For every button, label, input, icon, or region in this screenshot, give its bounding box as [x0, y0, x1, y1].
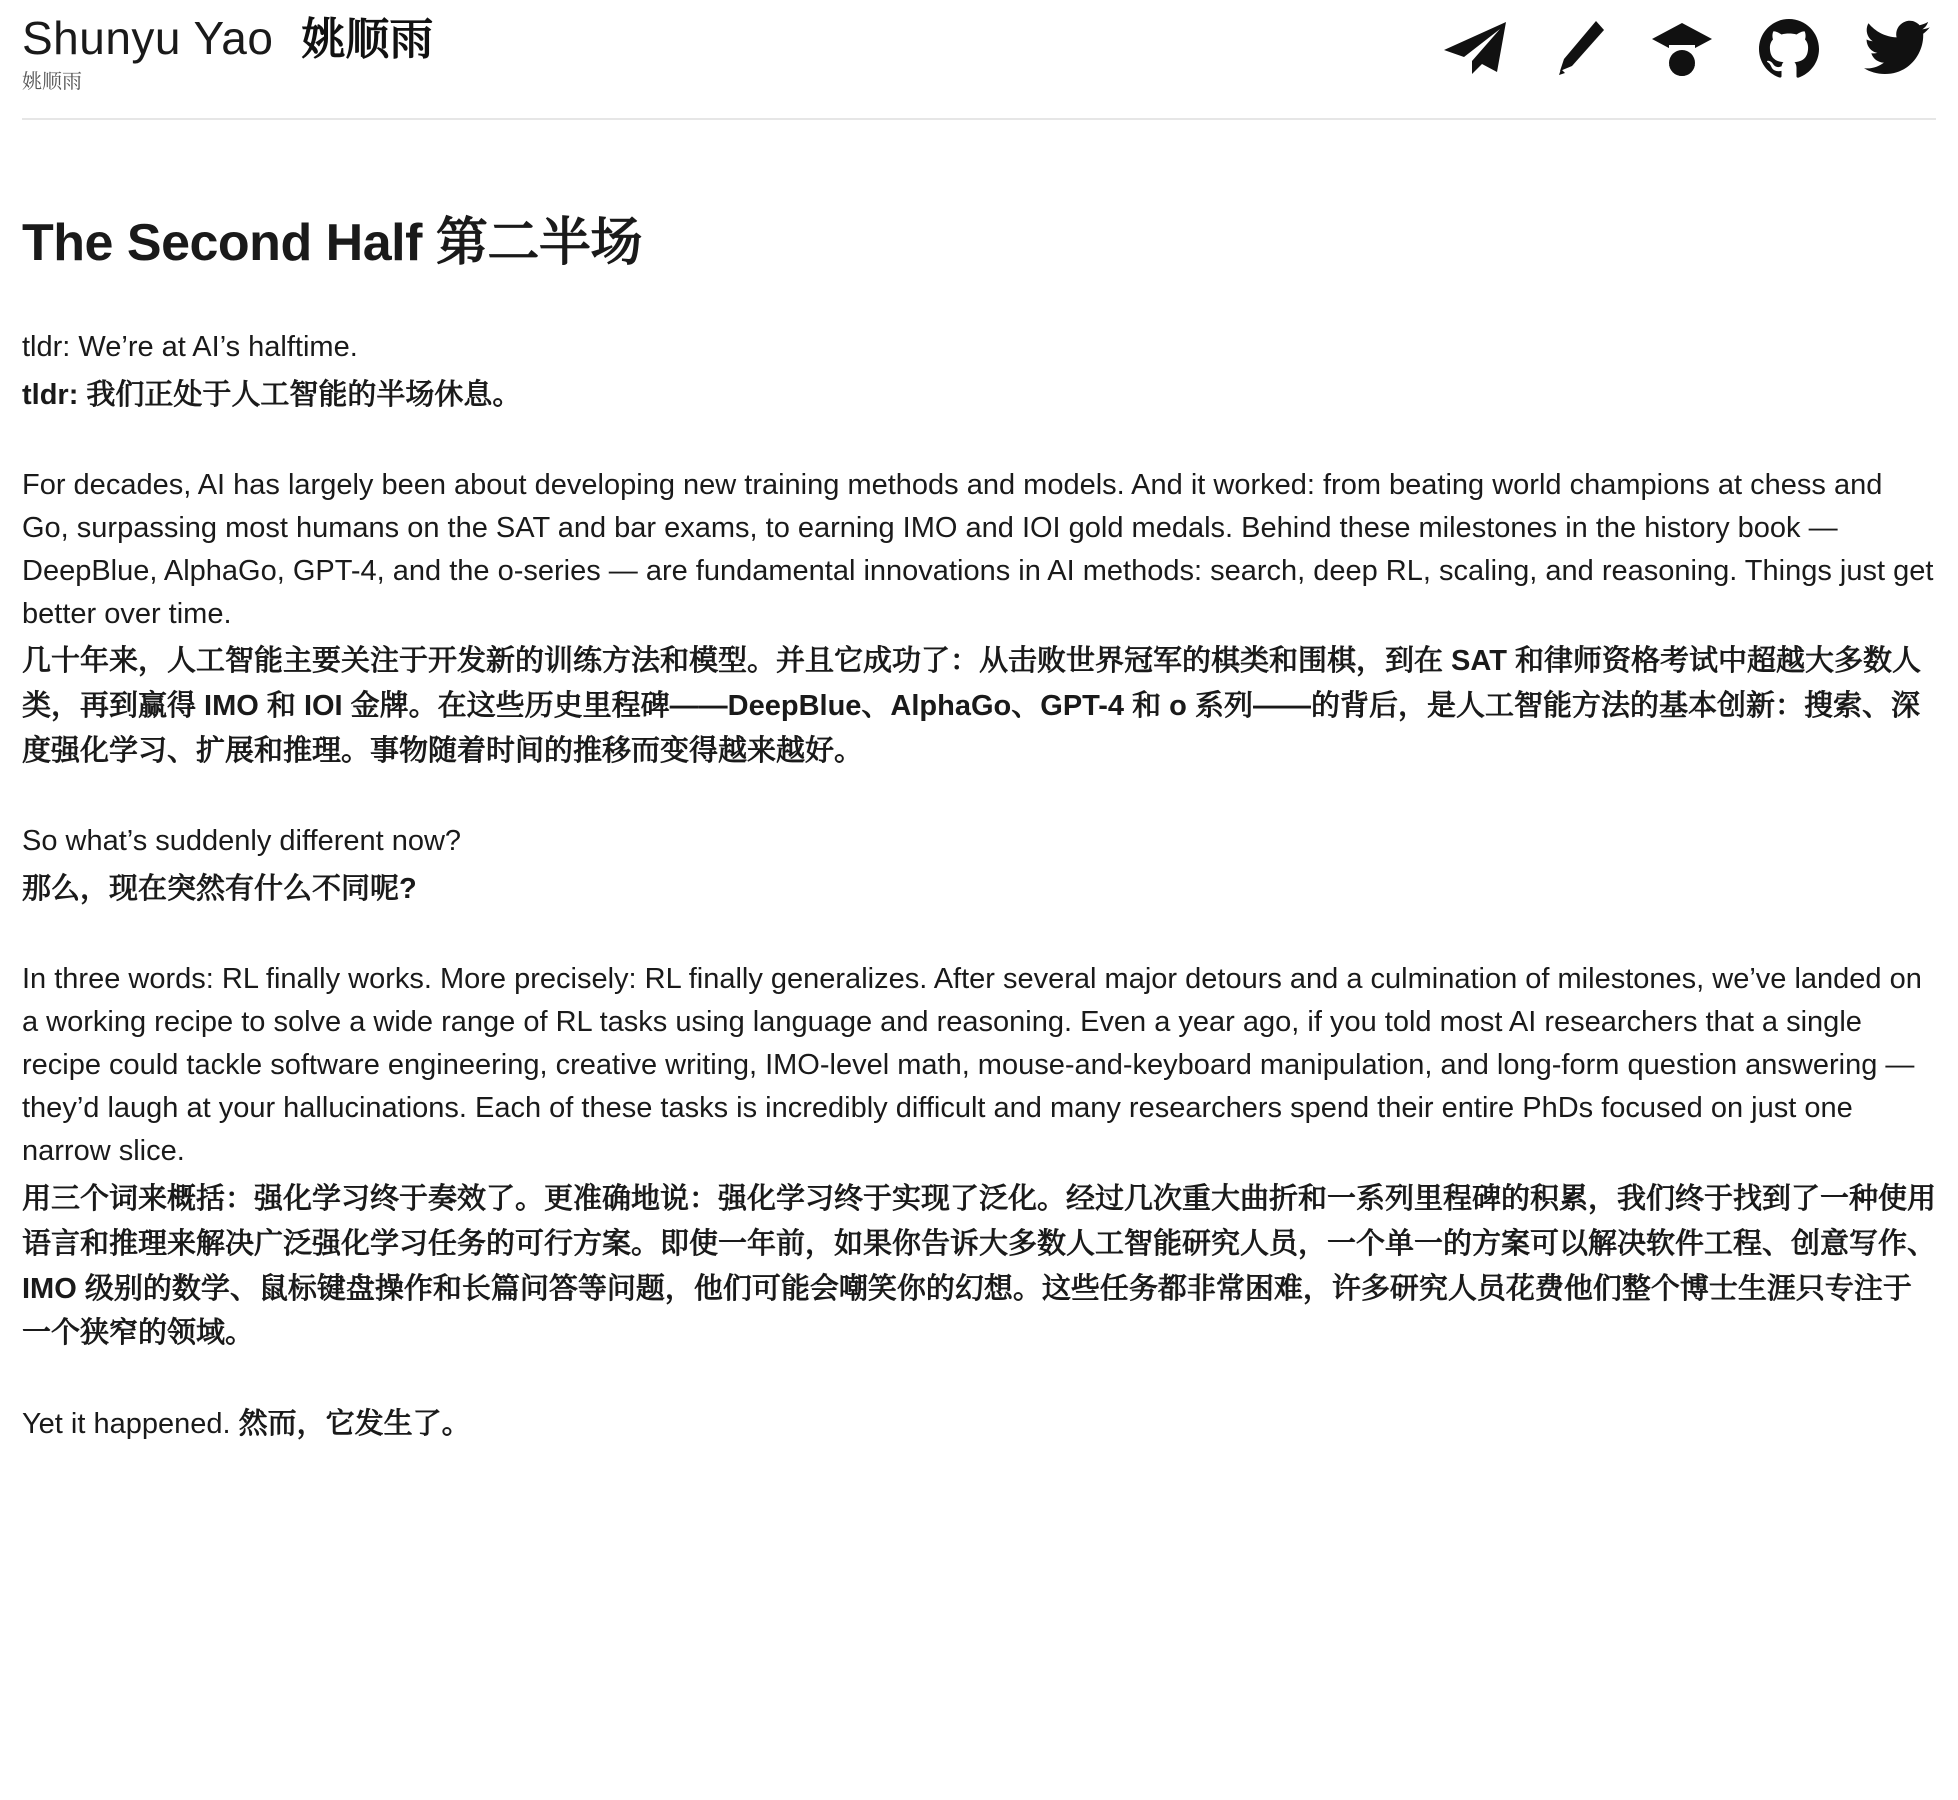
social-links — [1442, 12, 1936, 78]
paragraph-en: So what’s suddenly different now? — [22, 825, 462, 858]
brand-line — [22, 12, 433, 66]
pencil-icon[interactable] — [1552, 19, 1606, 77]
paragraph-en: In three words: RL finally works. More precisely: RL finally generalizes. After several major detours and a culmination of milestones, we’ve landed on a working recipe to solve a wide range of RL tasks using language and reasoning. Even a year ago, if you told most AI researchers that a single recipe could tackle software engineering, creative writing, IMO-level math, mouse-and-keyboard manipulation, and long-form question answering — they’d laugh at your hallucinations. Each of these tasks is incredibly difficult and many researchers spend their entire PhDs focused on just one narrow slice. — [22, 963, 1922, 1167]
post-title-en: The Second Half — [22, 213, 422, 272]
paragraph-block-question — [22, 820, 1936, 912]
site-header — [22, 0, 1936, 120]
brand-name-en: Shunyu Yao — [22, 12, 274, 64]
paragraph-block-tldr — [22, 326, 1936, 418]
paragraph-block-history — [22, 464, 1936, 774]
paragraph-zh: 然而，它发生了。 — [238, 1408, 471, 1441]
paragraph-zh: 几十年来，人工智能主要关注于开发新的训练方法和模型。并且它成功了：从击败世界冠军的棋类和围棋，到在 SAT 和律师资格考试中超越大多数人类，再到赢得 IMO 和 IOI 金牌。在这些历史里程碑——DeepBlue、AlphaGo、GPT-4 和 o 系列——的背后，是人工智能方法的基本创新：搜索、深度强化学习、扩展和推理。事物随着时间的推移而变得越来越好。 — [22, 645, 1921, 768]
brand[interactable] — [22, 12, 433, 96]
github-icon[interactable] — [1758, 18, 1820, 78]
post-title-zh: 第二半场 — [435, 213, 642, 272]
twitter-icon[interactable] — [1864, 20, 1930, 76]
paragraph-zh: 那么，现在突然有什么不同呢? — [22, 873, 417, 906]
page-title — [22, 212, 1936, 274]
paragraph-en: tldr: We’re at AI’s halftime. — [22, 330, 358, 363]
article — [22, 120, 1936, 1448]
paragraph-zh: 用三个词来概括：强化学习终于奏效了。更准确地说：强化学习终于实现了泛化。经过几次重大曲折和一系列里程碑的积累，我们终于找到了一种使用语言和推理来解决广泛强化学习任务的可行方案。即使一年前，如果你告诉大多数人工智能研究人员，一个单一的方案可以解决软件工程、创意写作、IMO 级别的数学、鼠标键盘操作和长篇问答等问题，他们可能会嘲笑你的幻想。这些任务都非常困难，许多研究人员花费他们整个博士生涯只专注于一个狭窄的领域。 — [22, 1182, 1937, 1350]
graduation-cap-icon[interactable] — [1650, 19, 1714, 77]
paragraph-block-rl — [22, 958, 1936, 1356]
paper-plane-icon[interactable] — [1442, 19, 1508, 77]
paragraph-block-final — [22, 1402, 1936, 1447]
brand-name-zh: 姚顺雨 — [301, 15, 434, 64]
paragraph-zh: tldr: 我们正处于人工智能的半场休息。 — [22, 378, 522, 411]
paragraph-en: Yet it happened. — [22, 1408, 231, 1441]
brand-subtitle: 姚顺雨 — [22, 70, 82, 93]
paragraph-en: For decades, AI has largely been about developing new training methods and models. And it worked: from beating world champions at chess and Go, surpassing most humans on the SAT and bar exams, to earning IMO and IOI gold medals. Behind these milestones in the history book — DeepBlue, AlphaGo, GPT-4, and the o-series — are fundamental innovations in AI methods: search, deep RL, scaling, and reasoning. Things just get better over time. — [22, 468, 1934, 630]
